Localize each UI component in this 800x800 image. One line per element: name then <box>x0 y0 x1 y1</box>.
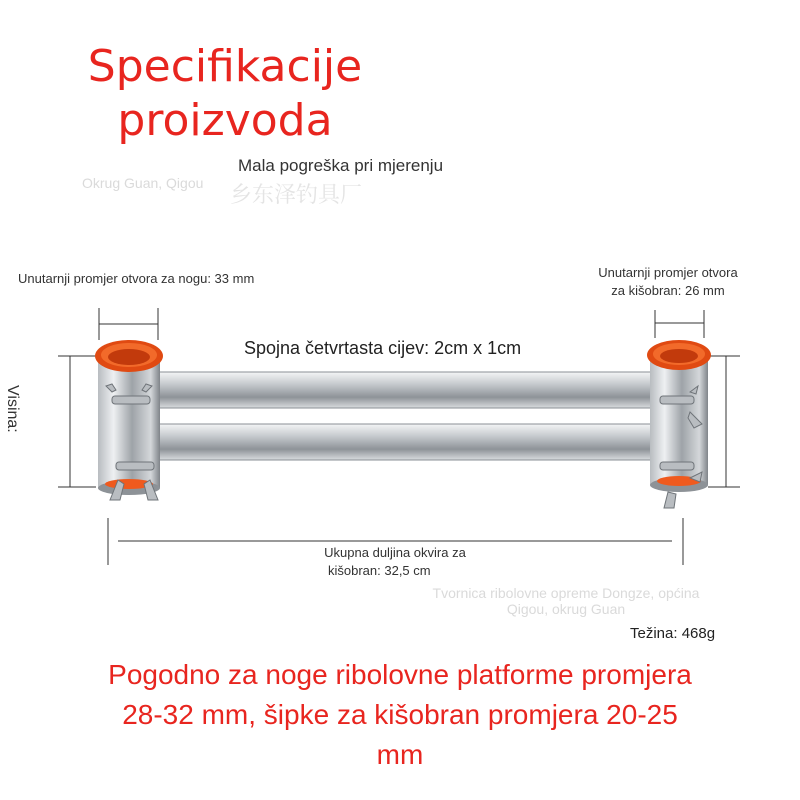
umbrella-hole-line-2: za kišobran: 26 mm <box>611 283 725 298</box>
compatibility-line-2: 28-32 mm, šipke za kišobran promjera 20-25 <box>122 699 678 730</box>
leg-hole-label: Unutarnji promjer otvora za nogu: 33 mm <box>18 271 255 286</box>
watermark-factory <box>396 585 736 617</box>
subtitle: Mala pogreška pri mjerenju <box>238 156 444 175</box>
umbrella-hole-line-1: Unutarnji promjer otvora <box>598 265 738 280</box>
compatibility-line-1: Pogodno za noge ribolovne platforme promjera <box>108 659 692 690</box>
watermark-factory-line-1: Tvornica ribolovne opreme Dongze, općina <box>432 585 700 601</box>
title-line-2: proizvoda <box>117 95 333 146</box>
connector-tubes <box>150 372 655 460</box>
connector-label: Spojna četvrtasta cijev: 2cm x 1cm <box>244 338 522 358</box>
watermark-factory-line-2: Qigou, okrug Guan <box>506 601 626 617</box>
umbrella-hole-label <box>583 264 753 300</box>
title-line-1: Specifikacije <box>87 41 363 92</box>
height-label <box>0 385 22 433</box>
total-length-line-1: Ukupna duljina okvira za <box>324 545 466 560</box>
watermark-left: Okrug Guan, Qigou <box>82 175 204 191</box>
left-cylinder <box>95 340 163 495</box>
height-line-1: Visina: <box>4 385 21 433</box>
total-length-line-2: kišobran: 32,5 cm <box>328 563 431 578</box>
total-length-label <box>290 544 500 580</box>
compatibility-line-3: mm <box>376 739 424 770</box>
compatibility-note <box>20 655 780 775</box>
watermark-chinese: 乡东泽钓具厂 <box>230 183 363 208</box>
weight-label: Težina: 468g <box>630 625 716 642</box>
